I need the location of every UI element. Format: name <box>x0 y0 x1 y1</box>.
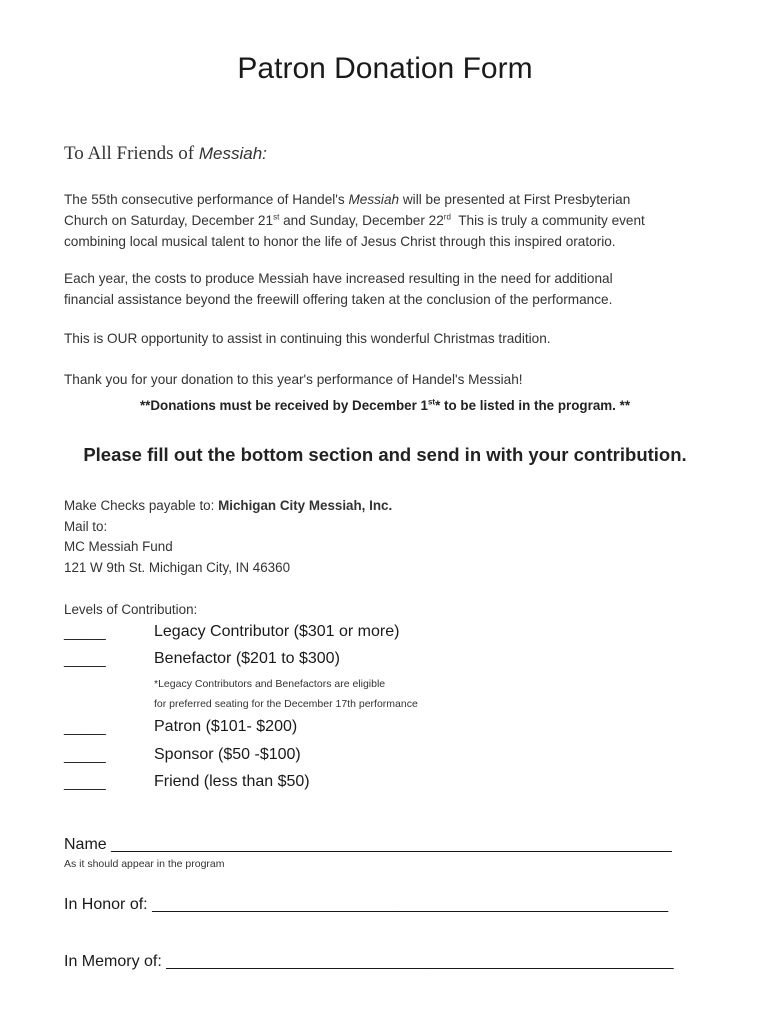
paragraph-3: This is OUR opportunity to assist in continuing this wonderful Christmas tradition. <box>64 331 551 346</box>
superscript: rd <box>443 212 451 222</box>
blank-sponsor[interactable]: _____ <box>64 747 106 764</box>
superscript: st <box>427 397 436 407</box>
text: **Donations must be received by December 1 <box>139 398 428 413</box>
blank-benefactor[interactable]: _____ <box>64 651 106 668</box>
instruction-heading: Please fill out the bottom section and send in with your contribution. <box>83 444 687 465</box>
text: * to be listed in the program. ** <box>435 398 631 413</box>
paragraph-4: Thank you for your donation to this year's performance of Handel's Messiah! <box>64 372 523 387</box>
level-patron: Patron ($101- $200) <box>154 718 298 735</box>
text: This is truly a community event <box>450 213 645 228</box>
level-legacy: Legacy Contributor ($301 or more) <box>154 623 400 640</box>
blank-legacy[interactable]: _____ <box>64 624 106 641</box>
name-field <box>64 836 672 854</box>
text: will be presented at First Presbyterian <box>399 192 631 207</box>
levels-note-line-2: for preferred seating for the December 17th performance <box>154 698 418 710</box>
paragraph-1 <box>64 189 645 252</box>
messiah-emphasis: Messiah <box>348 192 400 207</box>
name-label: Name <box>64 836 107 853</box>
page-title: Patron Donation Form <box>237 52 533 85</box>
paragraph-1-line-1 <box>64 189 645 210</box>
greeting-prefix: To All Friends of <box>64 143 199 164</box>
levels-label: Levels of Contribution: <box>64 602 198 617</box>
payable-label: Make Checks payable to: <box>64 498 219 513</box>
honor-input-line[interactable]: __________________________________________________________ <box>152 896 669 913</box>
levels-note-line-1: *Legacy Contributors and Benefactors are eligible <box>154 678 386 690</box>
mail-line-2: 121 W 9th St. Michigan City, IN 46360 <box>64 560 291 575</box>
greeting <box>64 143 267 165</box>
paragraph-2 <box>64 268 613 310</box>
paragraph-1-line-2 <box>64 210 645 231</box>
mail-label: Mail to: <box>64 519 108 534</box>
payable-line <box>64 498 392 513</box>
paragraph-2-line-1: Each year, the costs to produce Messiah have increased resulting in the need for additional <box>64 271 613 286</box>
text: and Sunday, December 22 <box>279 213 444 228</box>
memory-field <box>64 953 673 971</box>
level-benefactor: Benefactor ($201 to $300) <box>154 650 340 667</box>
blank-friend[interactable]: _____ <box>64 774 106 791</box>
blank-patron[interactable]: _____ <box>64 719 106 736</box>
mail-line-1: MC Messiah Fund <box>64 539 173 554</box>
memory-input-line[interactable]: _________________________________________________________ <box>166 953 674 970</box>
level-friend: Friend (less than $50) <box>154 773 310 790</box>
name-note: As it should appear in the program <box>64 858 225 870</box>
payable-value: Michigan City Messiah, Inc. <box>218 498 393 513</box>
memory-label: In Memory of: <box>64 953 162 970</box>
paragraph-2-line-2: financial assistance beyond the freewill offering taken at the conclusion of the performance. <box>64 292 613 307</box>
text: The 55th consecutive performance of Handel's <box>64 192 349 207</box>
text: Church on Saturday, December 21 <box>64 213 274 228</box>
greeting-emphasis: Messiah: <box>198 144 267 163</box>
paragraph-1-line-3: combining local musical talent to honor the life of Jesus Christ through this inspired oratorio. <box>64 234 616 249</box>
honor-field <box>64 896 668 914</box>
name-input-line[interactable]: _______________________________________________________________ <box>111 836 672 853</box>
honor-label: In Honor of: <box>64 896 148 913</box>
superscript: st <box>273 212 280 222</box>
level-sponsor: Sponsor ($50 -$100) <box>154 746 301 763</box>
deadline-notice <box>0 398 770 413</box>
